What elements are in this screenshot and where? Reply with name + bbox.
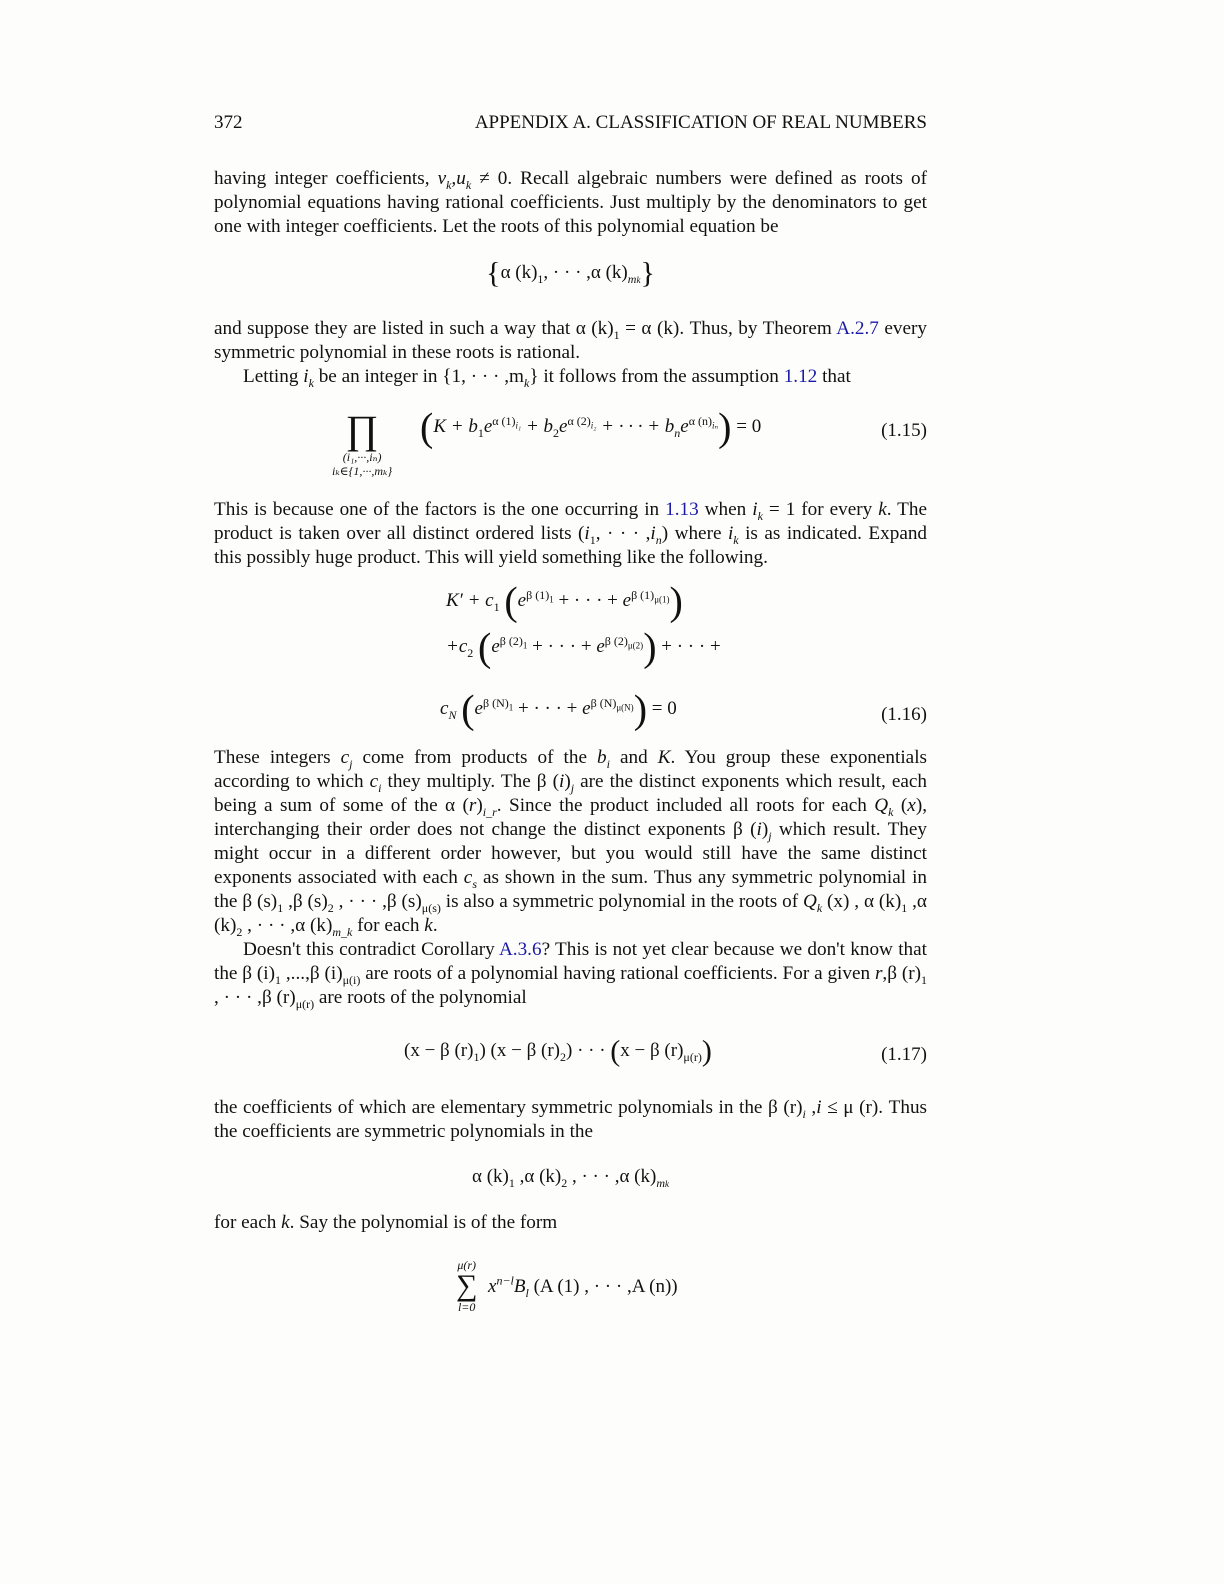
equation-1-17: [214, 1034, 927, 1080]
equation-1-16: [214, 578, 927, 732]
equation-1-16-line-3: $c_N$ ($e^{\beta (N)_1}$ + · · · + $e^{\beta (N)_{\mu(N)}}) = 0$: [440, 686, 677, 732]
link-theorem-a27[interactable]: A.2.7: [836, 318, 879, 339]
link-assumption-112[interactable]: 1.12: [783, 366, 818, 387]
equation-number: (1.17): [881, 1044, 927, 1065]
sum-body: $x^{n-l}B_l$ (A (1) , · · · ,A (n)): [488, 1273, 678, 1300]
paragraph-4: This is because one of the factors is the one occurring in 1.13 when $i_k = 1$ for every k. The product is taken over all distinct ordered lists ($i_1$, · · · $,i_n$) where $i_k$ is as indicated. Expand this possibly huge product. This will yield something like the following.: [214, 499, 928, 568]
equation-roots-set: {α $(k)_1$, · · · ,α $(k)_{mk}$}: [486, 256, 655, 290]
running-header: [214, 112, 927, 134]
equation-1-16-line-2: $+c_2$ ($e^{\beta (2)_1}$ + · · · + $e^{\beta (2)_{\mu(2)}}$) + · · · +: [446, 624, 721, 670]
page-number: 372: [214, 112, 243, 133]
link-corollary-a36[interactable]: A.3.6: [498, 939, 542, 960]
sum-operator: μ(r) ∑ l=0: [456, 1258, 478, 1314]
paragraph-5: These integers $c_j$ come from products of the $b_i$ and K. You group these exponentials according to which $c_i$ they multiply. The β $(i)_j$ are the distinct exponents which result, each being a sum of some of the α $(r)_{i\_r}$. Since the product included all roots for each $Q_k$ (x), interchanging their order does not change the distinct exponents β $(i)_j$ which result. They might occur in a different order however, but you would still have the same distinct exponents associated with each $c_s$ as shown in the sum. Thus any symmetric polynomial in the β $(s)_1$ ,β $(s)_2$ , · · · ,β $(s)_{\mu(s)}$ is also a symmetric polynomial in the roots of $Q_k$ (x) , α $(k)_1$ ,α $(k)_2$ , · · · ,α $(k)_{m\_k}$ for each k.: [214, 747, 928, 939]
equation-roots-list: α $(k)_1$ ,α $(k)_2$ , · · · ,α $(k)_{mk}$: [472, 1166, 669, 1190]
paragraph-3: Letting $i_k$ be an integer in {1, · · · $,m_k$} it follows from the assumption 1.12 that: [243, 366, 851, 390]
paragraph-7: the coefficients of which are elementary symmetric polynomials in the β $(r)_i$ ,i ≤ μ (r). Thus the coefficients are symmetric polynomials in the: [214, 1097, 928, 1142]
equation-1-16-line-1: $K' + c_1$ ($e^{\beta (1)_1}$ + · · · + $e^{\beta (1)_{\mu(1)}}$): [446, 578, 683, 624]
equation-summation: [214, 1258, 927, 1318]
paragraph-1: having integer coefficients, $v_k,u_k \ne 0$. Recall algebraic numbers were defined as roots of polynomial equations having rational coefficients. Just multiply by the denominators to get one with integer coefficients. Let the roots of this polynomial equation be: [214, 168, 928, 237]
product-operator: ∏ (i₁,···,iₙ) iₖ∈{1,···,mₖ}: [332, 407, 393, 478]
link-equation-113[interactable]: 1.13: [665, 499, 699, 520]
paragraph-6: Doesn't this contradict Corollary A.3.6? This is not yet clear because we don't know that the β $(i)_1$ ,...,β $(i)_{\mu(i)}$ are roots of a polynomial having rational coefficients. For a given r,β $(r)_1$ , · · · ,β $(r)_{\mu(r)}$ are roots of the polynomial: [214, 939, 927, 1011]
running-title: APPENDIX A. CLASSIFICATION OF REAL NUMBERS: [474, 112, 927, 133]
polynomial-product: (x − β $(r)_1$) (x − β $(r)_2$) · · · (x − β $(r)_{\mu(r)}$): [404, 1034, 712, 1068]
paragraph-2: and suppose they are listed in such a way that α $(k)_1 = \alpha$ (k). Thus, by Theorem A.2.7 every symmetric polynomial in these roots is rational.: [214, 318, 927, 363]
paragraph-8: for each k. Say the polynomial is of the form: [214, 1212, 558, 1233]
equation-number: (1.16): [881, 704, 927, 725]
product-body: ($K + b_1e^{\alpha (1)_{i_1}} + b_2e^{\alpha (2)_{i_2}}$ + · · · + $b_ne^{\alpha (n)_{i_n}}) = 0$: [420, 404, 762, 450]
equation-1-15: [214, 404, 927, 480]
equation-number: (1.15): [881, 420, 927, 441]
